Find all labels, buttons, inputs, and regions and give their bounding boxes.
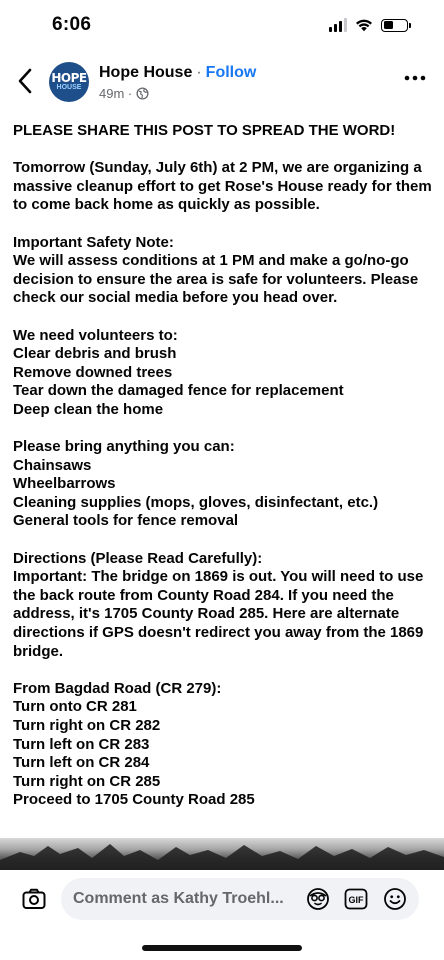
route-section bbox=[13, 680, 437, 810]
tree-silhouette-image bbox=[0, 838, 444, 870]
more-options-icon[interactable] bbox=[404, 74, 426, 82]
list-item: Clear debris and brush bbox=[13, 345, 177, 363]
list-item: Turn left on CR 284 bbox=[13, 754, 150, 772]
list-item: Turn left on CR 283 bbox=[13, 735, 150, 753]
volunteers-heading: We need volunteers to: bbox=[13, 326, 178, 344]
home-indicator[interactable] bbox=[142, 945, 302, 951]
list-item: Turn onto CR 281 bbox=[13, 698, 137, 716]
status-time: 6:06 bbox=[52, 14, 92, 35]
wifi-icon bbox=[355, 18, 373, 32]
avatar-logo-subtext: HOUSE bbox=[56, 84, 82, 91]
list-item: Deep clean the home bbox=[13, 400, 164, 418]
directions-text: Important: The bridge on 1869 is out. You will need to use the back route from County Road 284. If you need the address, it's 1705 County Road 285. Here are alternate directions if GPS doesn't redirect you away from the 1869 bridge. bbox=[13, 568, 424, 660]
battery-icon bbox=[381, 19, 408, 32]
list-item: Turn right on CR 282 bbox=[13, 717, 161, 734]
name-separator: · bbox=[196, 64, 202, 81]
back-chevron-icon[interactable] bbox=[14, 66, 36, 96]
gif-icon[interactable] bbox=[344, 888, 368, 910]
list-item: Proceed to 1705 County Road 285 bbox=[13, 791, 255, 809]
battery-level bbox=[384, 21, 394, 29]
volunteers-section bbox=[13, 327, 437, 420]
avatar-logo-text: HOPE bbox=[51, 71, 87, 85]
safety-text: We will assess conditions at 1 PM and make a go/no-go decision to ensure the area is safe for volunteers. Please check our social media before you head over. bbox=[13, 252, 419, 307]
list-item: Chainsaws bbox=[13, 456, 92, 474]
post-body bbox=[13, 122, 437, 829]
list-item: Remove downed trees bbox=[13, 363, 173, 381]
comment-placeholder: Comment as Kathy Troehl... bbox=[73, 890, 284, 907]
post-intro: Tomorrow (Sunday, July 6th) at 2 PM, we are organizing a massive cleanup effort to get Rose's House ready for them to come back home as quickly as possible. bbox=[13, 159, 432, 214]
follow-button[interactable]: Follow bbox=[205, 64, 257, 81]
status-icons bbox=[329, 18, 408, 32]
safety-heading: Important Safety Note: bbox=[13, 233, 174, 251]
post-photo[interactable] bbox=[0, 838, 444, 870]
list-item: Wheelbarrows bbox=[13, 475, 116, 493]
directions-section bbox=[13, 550, 437, 662]
emoji-icon[interactable] bbox=[383, 887, 407, 911]
page-name[interactable]: Hope House bbox=[99, 64, 193, 81]
comment-bar bbox=[0, 870, 444, 930]
avatar-sticker-icon[interactable] bbox=[306, 887, 330, 911]
comment-input[interactable] bbox=[61, 878, 419, 920]
list-item: General tools for fence removal bbox=[13, 512, 239, 530]
post-header bbox=[0, 56, 444, 108]
post-meta bbox=[99, 86, 149, 101]
page-avatar[interactable] bbox=[49, 62, 89, 102]
page-name-row bbox=[99, 64, 256, 82]
globe-icon bbox=[136, 87, 149, 100]
safety-section bbox=[13, 234, 437, 308]
route-heading: From Bagdad Road (CR 279): bbox=[13, 679, 222, 697]
signal-icon bbox=[329, 18, 347, 32]
status-bar bbox=[0, 0, 444, 52]
post-timestamp[interactable]: 49m · bbox=[99, 86, 133, 101]
list-item: Turn right on CR 285 bbox=[13, 772, 161, 790]
camera-icon[interactable] bbox=[22, 888, 46, 910]
list-item: Tear down the damaged fence for replacement bbox=[13, 382, 344, 400]
bring-heading: Please bring anything you can: bbox=[13, 438, 235, 456]
post-headline: PLEASE SHARE THIS POST TO SPREAD THE WORD! bbox=[13, 122, 396, 139]
directions-heading: Directions (Please Read Carefully): bbox=[13, 549, 263, 567]
gif-icon-frame bbox=[344, 888, 368, 910]
list-item: Cleaning supplies (mops, gloves, disinfectant, etc.) bbox=[13, 493, 379, 511]
gif-label: GIF bbox=[348, 895, 364, 905]
bring-section bbox=[13, 438, 437, 531]
